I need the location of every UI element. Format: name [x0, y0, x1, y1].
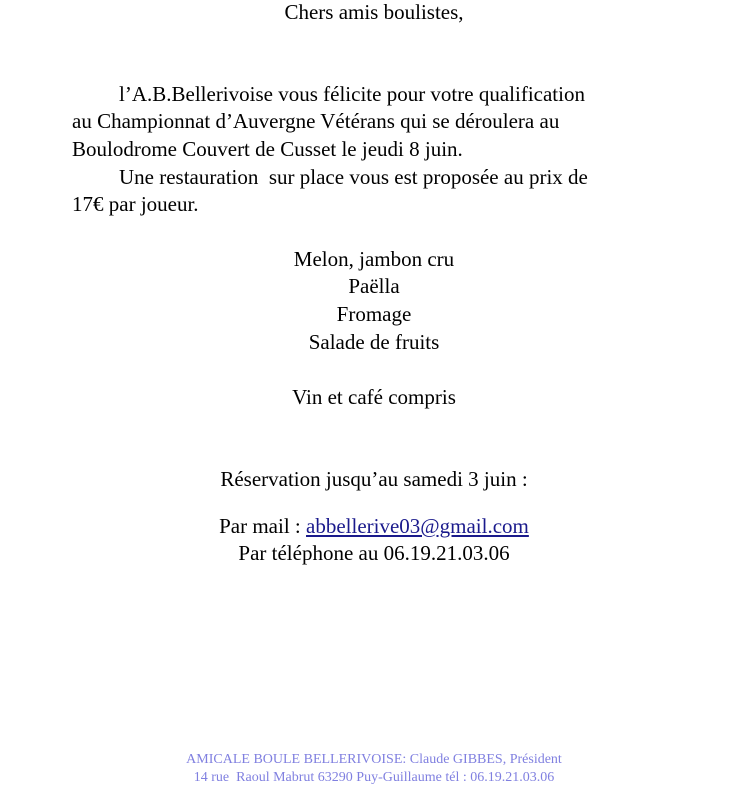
paragraph1-line2: au Championnat d’Auvergne Vétérans qui se déroulera au	[72, 109, 560, 133]
reservation-deadline: Réservation jusqu’au samedi 3 juin :	[220, 467, 528, 491]
email-link[interactable]: abbellerive03@gmail.com	[306, 514, 529, 538]
menu-note: Vin et café compris	[292, 385, 456, 409]
reservation-mail	[0, 514, 748, 538]
footer-line1: AMICALE BOULE BELLERIVOISE: Claude GIBBES, Président	[186, 752, 562, 767]
mail-label: Par mail :	[219, 514, 307, 538]
footer-line2: 14 rue Raoul Mabrut 63290 Puy-Guillaume tél : 06.19.21.03.06	[193, 770, 555, 785]
menu-item: Melon, jambon cru	[293, 247, 455, 271]
paragraph2-line1: Une restauration sur place vous est proposée au prix de	[119, 165, 588, 189]
paragraph1-line3: Boulodrome Couvert de Cusset le jeudi 8 juin.	[72, 137, 463, 161]
greeting: Chers amis boulistes,	[284, 0, 464, 24]
menu-item: Paëlla	[348, 274, 400, 298]
menu-item: Fromage	[336, 302, 412, 326]
menu-item: Salade de fruits	[308, 330, 440, 354]
reservation-phone: Par téléphone au 06.19.21.03.06	[238, 541, 510, 565]
paragraph2-line2: 17€ par joueur.	[72, 192, 199, 216]
paragraph1-line1: l’A.B.Bellerivoise vous félicite pour votre qualification	[119, 82, 585, 106]
